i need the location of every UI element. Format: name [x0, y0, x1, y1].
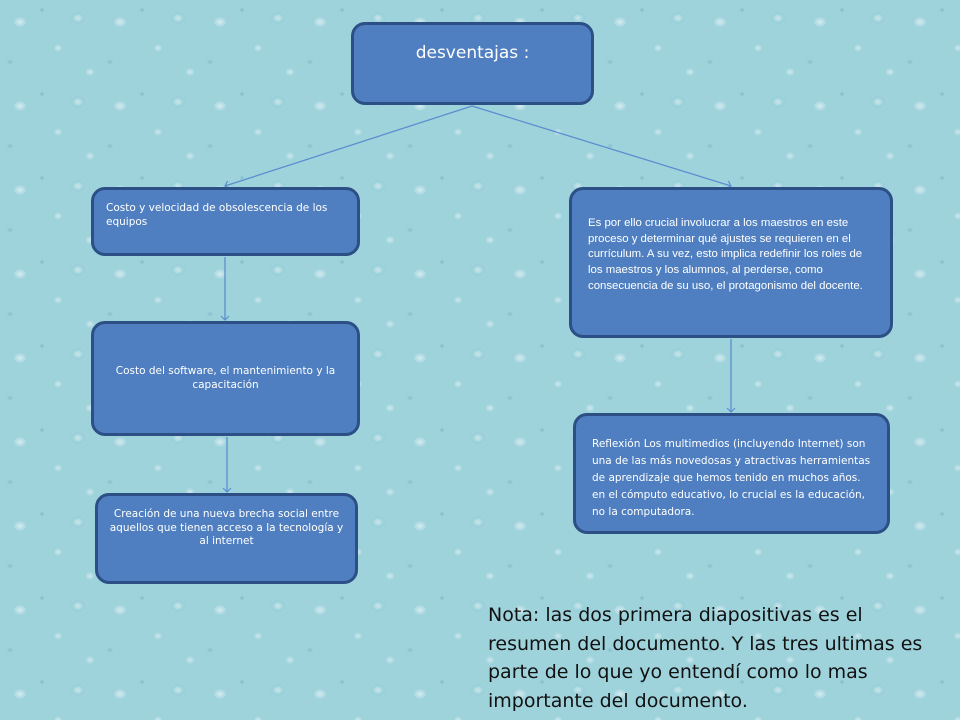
node-brecha-social	[95, 493, 358, 584]
connector-title-to-maestros	[472, 106, 731, 186]
node-reflexion	[573, 413, 890, 534]
node-costo-software	[91, 321, 360, 436]
title-text: desventajas :	[415, 43, 530, 63]
node-costo-obsolescencia	[91, 187, 360, 256]
footnote: Nota: las dos primera diapositivas es el resumen del documento. Y las tres ultimas es parte de lo que yo entendí como lo mas importante del documento.	[488, 604, 923, 712]
title-node	[351, 22, 594, 105]
node-involucrar-maestros	[569, 187, 893, 338]
connector-title-to-costo	[225, 106, 472, 186]
node-text: Costo del software, el mantenimiento y la capacitación	[115, 364, 336, 391]
node-text: Reflexión Los multimedios (incluyendo Internet) son una de las más novedosas y atractivas herramientas de aprendizaje que hemos tenido en muchos años. en el cómputo educativo, lo crucial es la educación, no la computadora.	[592, 438, 871, 518]
node-text: Es por ello crucial involucrar a los maestros en este proceso y determinar qué ajustes se requieren en el currículum. A su vez, esto implica redefinir los roles de los maestros y los alumnos, al perderse, como consecuencia de su uso, el protagonismo del docente.	[588, 217, 863, 292]
node-text: Costo y velocidad de obsolescencia de los equipos	[106, 202, 328, 228]
node-text: Creación de una nueva brecha social entre aquellos que tienen acceso a la tecnología y al internet	[109, 508, 344, 548]
